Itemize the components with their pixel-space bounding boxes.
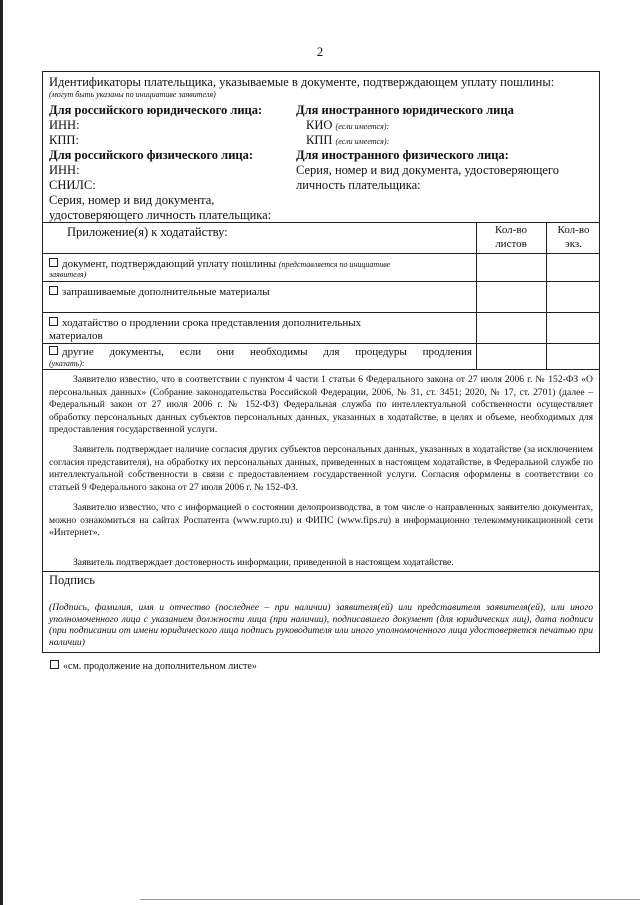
- inn-label: ИНН:: [49, 118, 80, 132]
- statement-accuracy: Заявитель подтверждает достоверность информации, приведенной в настоящем ходатайстве.: [73, 557, 454, 568]
- checkbox-continuation[interactable]: [50, 660, 59, 669]
- attachment-row-payment[interactable]: документ, подтверждающий уплату пошлины (представляется по инициативе: [49, 258, 390, 270]
- kpp-foreign-label: КПП: [306, 133, 333, 147]
- attachment-row-other[interactable]: другие документы, если они необходимы для процедуры продления: [49, 346, 472, 358]
- foreign-doc-line-1: Серия, номер и вид документа, удостоверяющего: [296, 163, 559, 177]
- foreign-legal-heading: Для иностранного юридического лица: [296, 103, 514, 117]
- extension-line-2: материалов: [49, 330, 103, 342]
- continuation-text: «см. продолжение на дополнительном листе»: [63, 661, 257, 672]
- checkbox-extension[interactable]: [49, 317, 58, 326]
- attachments-header: Приложение(я) к ходатайству:: [67, 225, 228, 239]
- doc-line-1: Серия, номер и вид документа,: [49, 193, 215, 207]
- kio-label: КИО: [306, 118, 333, 132]
- foreign-doc-line-2: личность плательщика:: [296, 178, 421, 192]
- inn-person-label: ИНН:: [49, 163, 80, 177]
- ru-person-heading: Для российского физического лица:: [49, 148, 254, 162]
- identifiers-note: (могут быть указаны по инициативе заявителя): [49, 90, 216, 99]
- foreign-person-heading: Для иностранного физического лица:: [296, 148, 509, 162]
- statement-personal-data: Заявителю известно, что в соответствии с пунктом 4 части 1 статьи 6 Федерального закона от 27 июля 2006 г. № 152-ФЗ «О персональных данных» (Собрание законодательства Российской Федерации, 2006, № 31, ст. 3451; 2020, № 17, ст. 2701) (далее – Федеральный закон от 27 июля 2006 г. № 152-ФЗ) Федеральная служба по интеллектуальной собственности осуществляет обработку персональных данных субъектов персональных данных, указанных в ходатайстве, в целях и объеме, необходимых для предоставления государственной услуги.: [49, 374, 593, 436]
- col-copies-label-2: экз.: [564, 238, 582, 250]
- kpp-foreign-note: (если имеется):: [335, 137, 390, 146]
- kpp-foreign-field: [306, 134, 389, 147]
- kio-note: (если имеется):: [335, 122, 390, 131]
- form-table: [42, 71, 600, 653]
- scan-bottom-edge: [140, 899, 640, 900]
- continuation-line[interactable]: [50, 660, 257, 672]
- doc-line-2: удостоверяющего личность плательщика:: [49, 208, 272, 222]
- ru-legal-heading: Для российского юридического лица:: [49, 103, 263, 117]
- signature-note: (Подпись, фамилия, имя и отчество (последнее – при наличии) заявителя(ей) или представителя заявителя(ей), или иного уполномоченного лица с указанием должности лица (при наличии), подписавшего документ (для юридических лиц), дата подписи (при подписании от имени юридического лица подпись руководителя или иного уполномоченного лица удостоверяется печатью при наличии): [49, 602, 593, 648]
- attachment-row-extension[interactable]: ходатайство о продлении срока представления дополнительных: [49, 317, 361, 329]
- checkbox-materials[interactable]: [49, 286, 58, 295]
- statement-consent: Заявитель подтверждает наличие согласия других субъектов персональных данных, указанных в ходатайстве (за исключением согласия представителя), на обработку их персональных данных, приведенных в настоящем ходатайстве, в Федеральной службе по интеллектуальной собственности в связи с предоставлением государственной услуги. Согласия оформлены в соответствии со статьей 9 Федерального закона от 27 июля 2006 г. № 152-ФЗ.: [49, 444, 593, 493]
- signature-label: Подпись: [49, 573, 95, 587]
- page-number: 2: [316, 44, 324, 59]
- statement-records: Заявителю известно, что с информацией о состоянии делопроизводства, в том числе о направленных заявителю документах, можно ознакомиться на сайтах Роспатента (www.rupto.ru) и ФИПС (www.fips.ru) в информационно телекоммуникационной сети «Интернет».: [49, 502, 593, 539]
- checkbox-other[interactable]: [49, 346, 58, 355]
- scan-edge: [0, 0, 3, 905]
- col-sheets-label-1: Кол-во: [495, 224, 527, 236]
- snils-label: СНИЛС:: [49, 178, 96, 192]
- payment-note-b: заявителя): [49, 270, 87, 279]
- checkbox-payment[interactable]: [49, 258, 58, 267]
- identifiers-title: Идентификаторы плательщика, указываемые в документе, подтверждающем уплату пошлины:: [49, 75, 555, 89]
- col-sheets-label-2: листов: [495, 238, 527, 250]
- attachment-row-materials[interactable]: запрашиваемые дополнительные материалы: [49, 286, 270, 298]
- kio-field: [306, 119, 389, 132]
- col-copies-label-1: Кол-во: [557, 224, 590, 236]
- other-note: (указать):: [49, 359, 85, 368]
- kpp-label: КПП:: [49, 133, 79, 147]
